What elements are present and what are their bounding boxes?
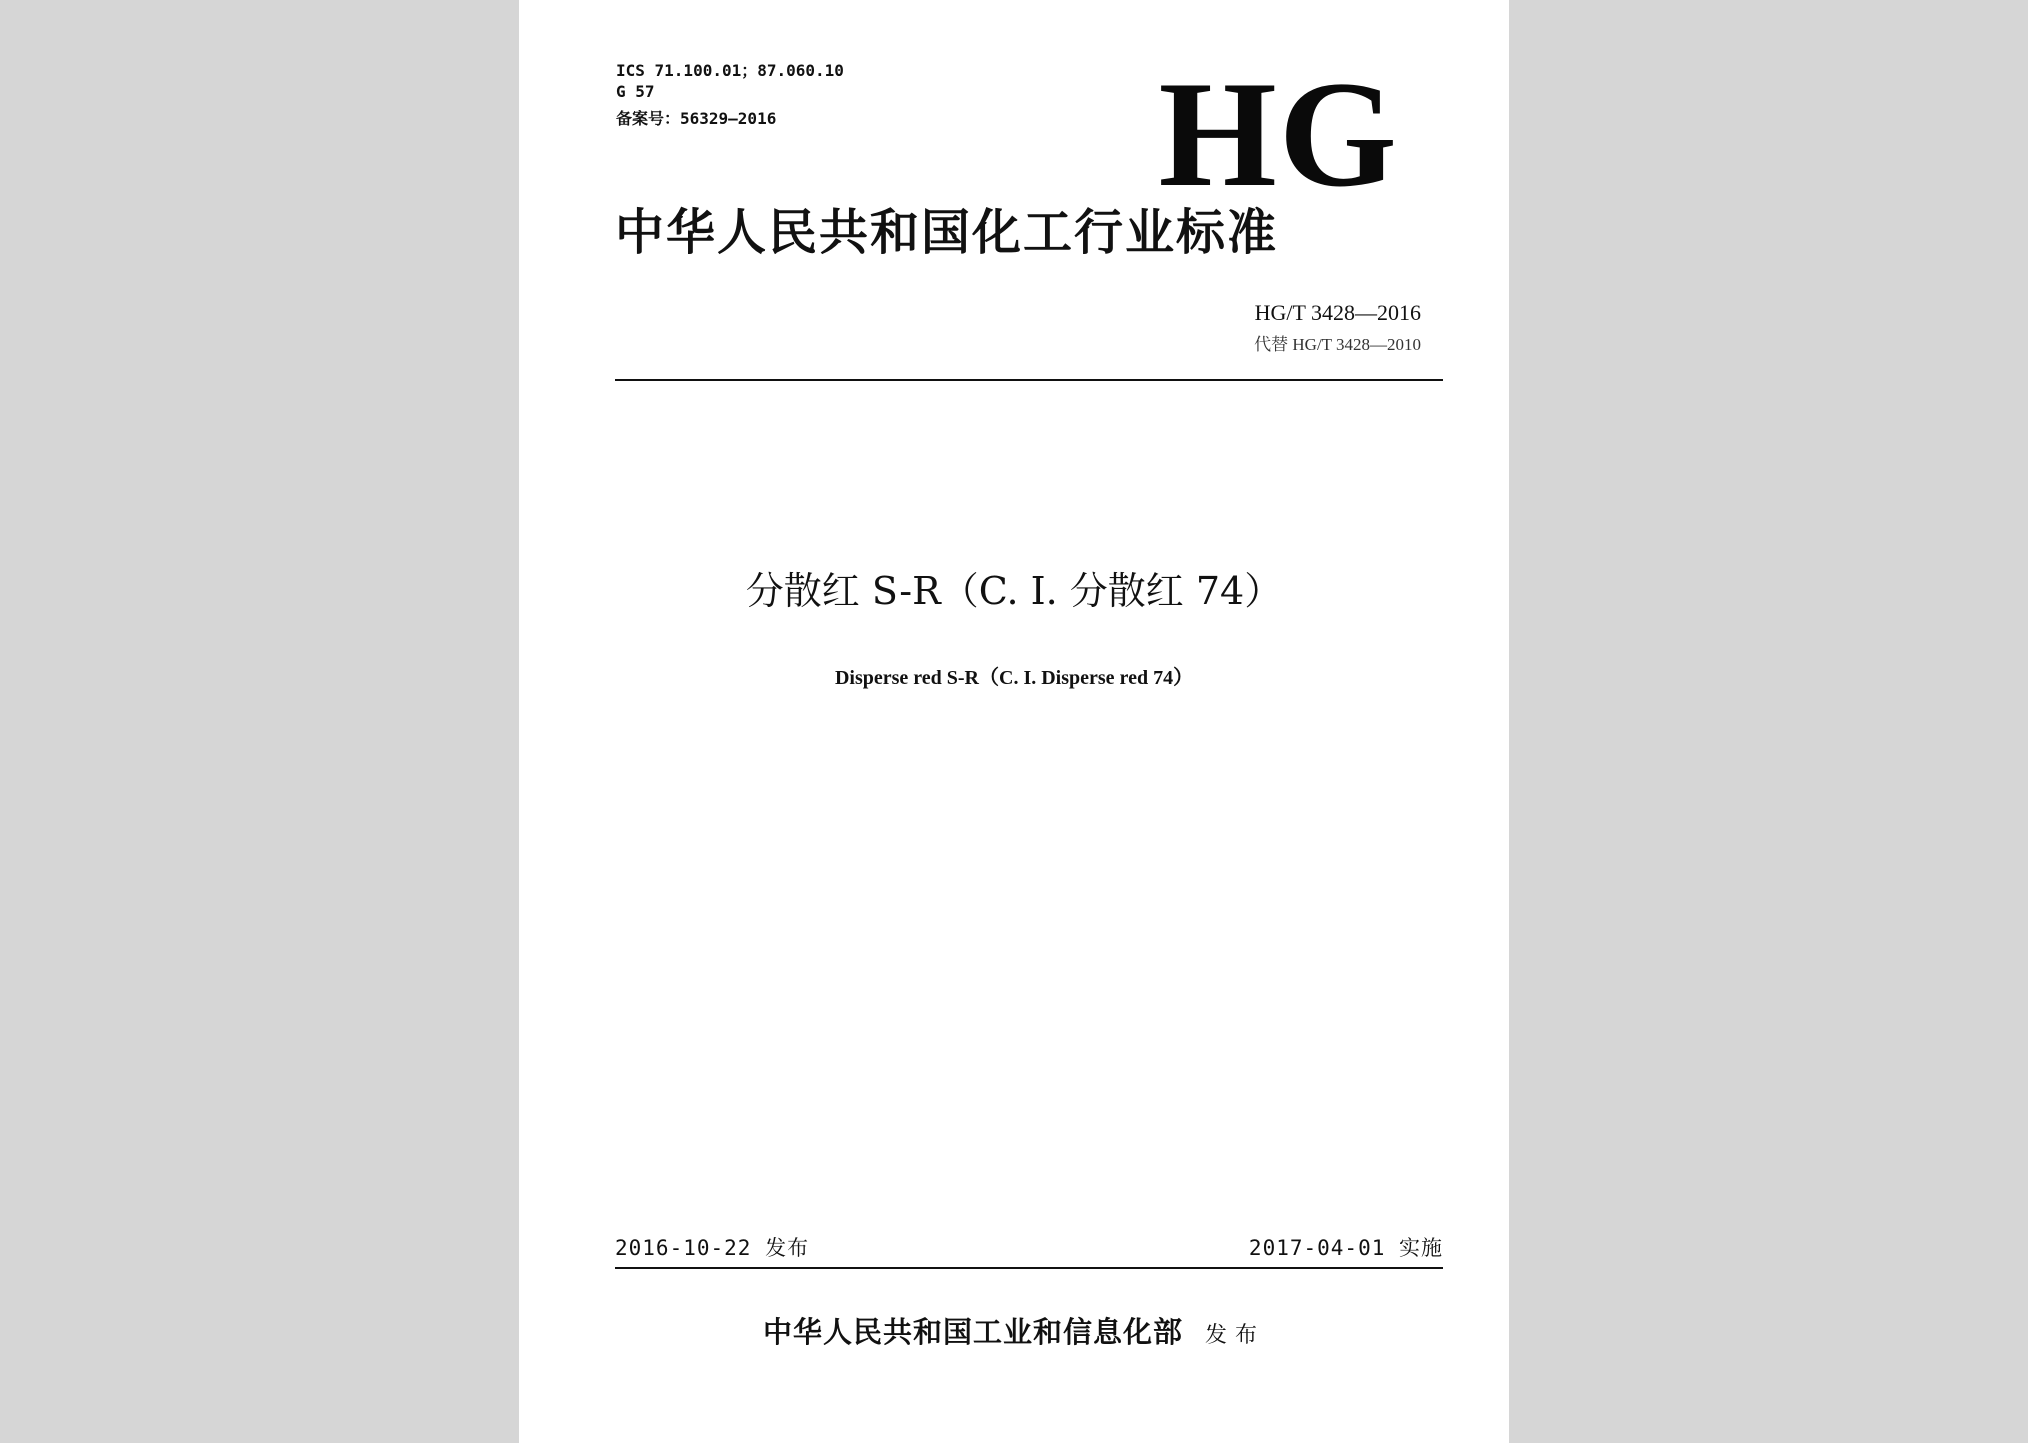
replaces-standard: 代替 HG/T 3428—2010	[1254, 335, 1421, 354]
standard-number: HG/T 3428—2016	[1254, 300, 1421, 325]
publisher-name: 中华人民共和国工业和信息化部	[762, 1315, 1183, 1349]
record-number: 备案号：56329—2016	[616, 109, 777, 128]
publisher-line	[519, 1315, 1509, 1349]
document-title-chinese: 分散红 S-R（C. I. 分散红 74）	[745, 569, 1283, 613]
document-page	[519, 0, 1509, 1443]
footer-divider	[615, 1267, 1443, 1269]
ics-code: ICS 71.100.01；87.060.10	[616, 61, 844, 80]
publisher-action: 发布	[1205, 1323, 1266, 1348]
standard-title: 中华人民共和国化工行业标准	[615, 203, 1279, 261]
document-title-english: Disperse red S-R（C. I. Disperse red 74）	[834, 667, 1194, 689]
issue-date: 2016-10-22 发布	[615, 1236, 810, 1260]
ccs-code: G 57	[616, 82, 655, 101]
hg-logo: HG	[1158, 50, 1399, 218]
header-divider	[615, 379, 1443, 381]
effective-date: 2017-04-01 实施	[1248, 1236, 1443, 1260]
